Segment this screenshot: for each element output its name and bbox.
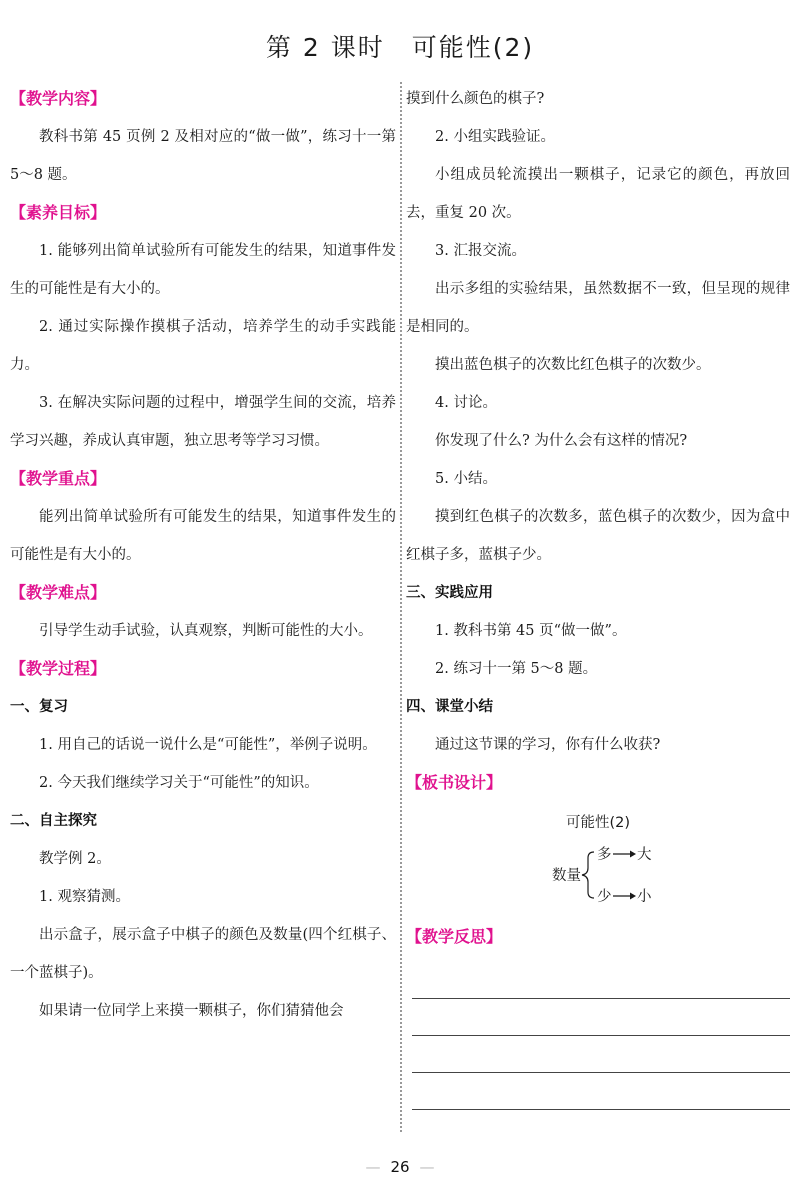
arrowhead-icon: [630, 851, 636, 858]
footer-dash: —: [419, 1158, 435, 1176]
section-tag-reflection: 【教学反思】: [406, 927, 503, 946]
goal-item: 3. 在解决实际问题的过程中，增强学生间的交流，培养学习兴趣，养成认真审题，独立思考等学习习惯。: [10, 395, 396, 449]
heading-explore: 二、自主探究: [10, 813, 97, 829]
board-title: 可能性(2): [565, 815, 631, 831]
writing-line: [412, 962, 790, 999]
board-small-label: 小: [637, 889, 652, 905]
heading-practice: 三、实践应用: [406, 585, 493, 601]
footer-dash: —: [365, 1158, 381, 1176]
brace-icon: [582, 852, 594, 898]
board-brace-diagram: [406, 840, 790, 910]
step-heading: 5. 小结。: [435, 471, 497, 487]
page-title: 第 2 课时 可能性(2): [265, 33, 535, 62]
step-heading: 2. 小组实践验证。: [435, 129, 555, 145]
review-item: 1. 用自己的话说一说什么是“可能性”，举例子说明。: [39, 737, 377, 753]
writing-line: [412, 1036, 790, 1073]
step-text: 摸到红色棋子的次数多，蓝色棋子的次数少，因为盒中红棋子多，蓝棋子少。: [406, 509, 790, 563]
explore-text: 1. 观察猜测。: [39, 889, 130, 905]
board-less-label: 少: [597, 889, 612, 905]
step-text: 摸出蓝色棋子的次数比红色棋子的次数少。: [435, 357, 711, 373]
section-tag-difficulty: 【教学难点】: [10, 583, 107, 602]
section-tag-process: 【教学过程】: [10, 659, 107, 678]
page-number: 26: [390, 1158, 410, 1176]
section-tag-content: 【教学内容】: [10, 89, 107, 108]
goal-item: 1. 能够列出简单试验所有可能发生的结果，知道事件发生的可能性是有大小的。: [10, 243, 396, 297]
explore-text: 出示盒子，展示盒子中棋子的颜色及数量(四个红棋子、一个蓝棋子)。: [10, 927, 396, 981]
board-diagram: [406, 840, 790, 910]
step-text: 小组成员轮流摸出一颗棋子，记录它的颜色，再放回去，重复 20 次。: [406, 167, 790, 221]
arrowhead-icon: [630, 893, 636, 900]
step-text: 你发现了什么? 为什么会有这样的情况?: [435, 433, 688, 449]
goal-item: 2. 通过实际操作摸棋子活动，培养学生的动手实践能力。: [10, 319, 396, 373]
page-footer: [0, 1158, 800, 1176]
explore-text: 如果请一位同学上来摸一颗棋子，你们猜猜他会: [39, 1003, 344, 1019]
section-tag-key: 【教学重点】: [10, 469, 107, 488]
summary-text: 通过这节课的学习，你有什么收获?: [435, 737, 661, 753]
explore-text: 教学例 2。: [39, 851, 111, 867]
right-column: [406, 80, 790, 1110]
continued-text: 摸到什么颜色的棋子?: [406, 91, 545, 107]
content-text: 教科书第 45 页例 2 及相对应的“做一做”，练习十一第 5～8 题。: [10, 129, 396, 183]
heading-summary: 四、课堂小结: [406, 699, 493, 715]
step-heading: 3. 汇报交流。: [435, 243, 526, 259]
heading-review: 一、复习: [10, 699, 68, 715]
reflection-lines: [406, 962, 790, 1110]
column-divider: [400, 82, 402, 1132]
step-text: 出示多组的实验结果，虽然数据不一致，但呈现的规律是相同的。: [406, 281, 790, 335]
section-tag-board: 【板书设计】: [406, 773, 503, 792]
practice-item: 2. 练习十一第 5～8 题。: [435, 661, 598, 677]
writing-line: [412, 999, 790, 1036]
left-column: [10, 80, 396, 1030]
difficulty-text: 引导学生动手试验，认真观察，判断可能性的大小。: [39, 623, 373, 639]
board-big-label: 大: [637, 847, 652, 863]
step-heading: 4. 讨论。: [435, 395, 497, 411]
section-tag-goals: 【素养目标】: [10, 203, 107, 222]
board-quantity-label: 数量: [552, 868, 581, 884]
practice-item: 1. 教科书第 45 页“做一做”。: [435, 623, 627, 639]
key-text: 能列出简单试验所有可能发生的结果，知道事件发生的可能性是有大小的。: [10, 509, 396, 563]
review-item: 2. 今天我们继续学习关于“可能性”的知识。: [39, 775, 319, 791]
board-more-label: 多: [597, 847, 612, 863]
writing-line: [412, 1073, 790, 1110]
